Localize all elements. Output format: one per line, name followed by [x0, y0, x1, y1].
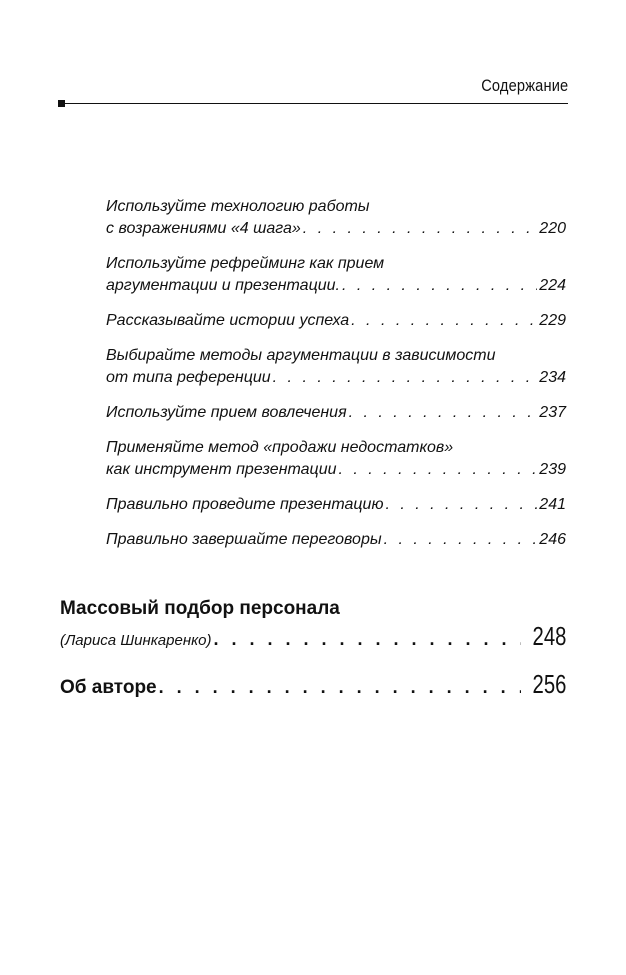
chapter-title: Об авторе [60, 677, 157, 698]
toc-entry[interactable] [106, 494, 566, 516]
toc-entry-text: аргументации и презентации. [106, 277, 340, 294]
page-number: 241 [539, 496, 566, 513]
toc-chapter-entry[interactable] [60, 597, 566, 651]
toc-entry[interactable] [106, 310, 566, 332]
toc-entry[interactable] [106, 196, 566, 240]
toc-entry[interactable] [106, 253, 566, 297]
toc-entry[interactable] [106, 402, 566, 424]
leader-dots [342, 275, 537, 297]
toc-subsection-list [106, 196, 566, 564]
toc-entry-text: от типа референции [106, 369, 271, 386]
page-number: 229 [539, 312, 566, 329]
toc-chapter-entry[interactable] [60, 669, 566, 699]
toc-entry-text: Рассказывайте истории успеха [106, 312, 350, 329]
page-number: 239 [539, 461, 566, 478]
toc-entry-text: Используйте прием вовлечения [106, 404, 347, 421]
page-number: 224 [539, 277, 566, 294]
page-number: 256 [532, 669, 566, 699]
page-number: 246 [539, 531, 566, 548]
leader-dots [339, 459, 538, 481]
leader-dots [214, 629, 521, 650]
toc-entry-text: Выбирайте методы аргументации в зависимости [106, 347, 496, 364]
leader-dots [384, 529, 538, 551]
page-number: 234 [539, 369, 566, 386]
page-number: 220 [539, 220, 566, 237]
page-number: 248 [532, 621, 566, 651]
toc-entry-text: Правильно проведите презентацию [106, 496, 384, 513]
toc-entry[interactable] [106, 529, 566, 551]
toc-entry[interactable] [106, 345, 566, 389]
toc-entry-text: Правильно завершайте переговоры [106, 531, 382, 548]
toc-chapter-list [60, 597, 566, 717]
toc-entry-text: как инструмент презентации [106, 461, 337, 478]
toc-entry-text: Используйте рефрейминг как прием [106, 255, 385, 272]
leader-dots [273, 367, 538, 389]
toc-entry-text: Применяйте метод «продажи недостатков» [106, 439, 454, 456]
toc-entry-text: с возражениями «4 шага» [106, 220, 301, 237]
page-number: 237 [539, 404, 566, 421]
header-rule [60, 103, 568, 104]
leader-dots [349, 402, 538, 424]
leader-dots [351, 310, 537, 332]
leader-dots [159, 677, 521, 698]
toc-entry-text: Используйте технологию работы [106, 198, 370, 215]
leader-dots [303, 218, 538, 240]
leader-dots [385, 494, 537, 516]
chapter-author: (Лариса Шинкаренко) [60, 632, 212, 649]
toc-entry[interactable] [106, 437, 566, 481]
chapter-title: Массовый подбор персонала [60, 598, 340, 619]
running-header-title: Содержание [480, 76, 568, 95]
